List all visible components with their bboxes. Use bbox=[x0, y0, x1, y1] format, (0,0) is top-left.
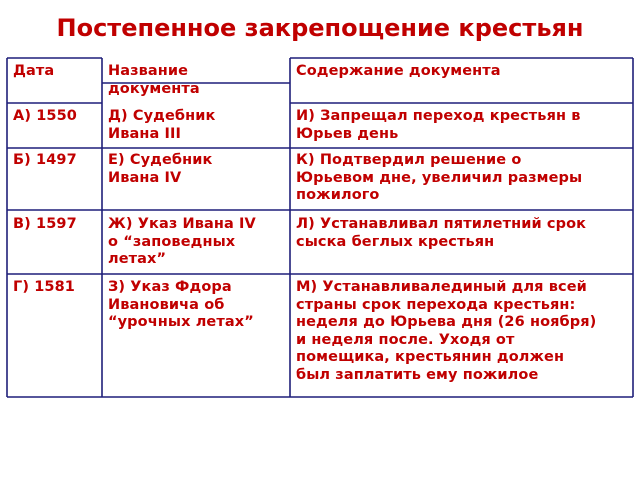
date-cell-a: А) 1550 bbox=[13, 108, 77, 124]
content-cell-l: Л) Устанавливал пятилетний срок сыска беглых крестьян bbox=[296, 216, 587, 250]
name-cell-zh: Ж) Указ Ивана IV о “заповедных летах” bbox=[108, 216, 256, 267]
date-cell-b: Б) 1497 bbox=[13, 152, 77, 168]
name-cell-d: Д) Судебник Ивана III bbox=[108, 108, 216, 142]
content-cell-m: М) Устанавливалединый для всей страны срок перехода крестьян: неделя до Юрьева дня (26 ноября) и неделя после. Уходя от помещика, крестьянин должен был заплатить ему пожилое bbox=[296, 279, 597, 383]
date-cell-g: Г) 1581 bbox=[13, 279, 75, 295]
header-name: Название документа bbox=[108, 63, 200, 97]
name-cell-z: З) Указ Фдора Ивановича об “урочных летах” bbox=[108, 279, 254, 330]
name-cell-e: Е) Судебник Ивана IV bbox=[108, 152, 213, 186]
header-date: Дата bbox=[13, 63, 55, 79]
content-cell-i: И) Запрещал переход крестьян в Юрьев день bbox=[296, 108, 581, 142]
date-cell-v: В) 1597 bbox=[13, 216, 77, 232]
page-title: Постепенное закрепощение крестьян bbox=[56, 14, 584, 42]
header-content: Содержание документа bbox=[296, 63, 501, 79]
content-cell-k: К) Подтвердил решение о Юрьевом дне, увеличил размеры пожилого bbox=[296, 152, 583, 203]
